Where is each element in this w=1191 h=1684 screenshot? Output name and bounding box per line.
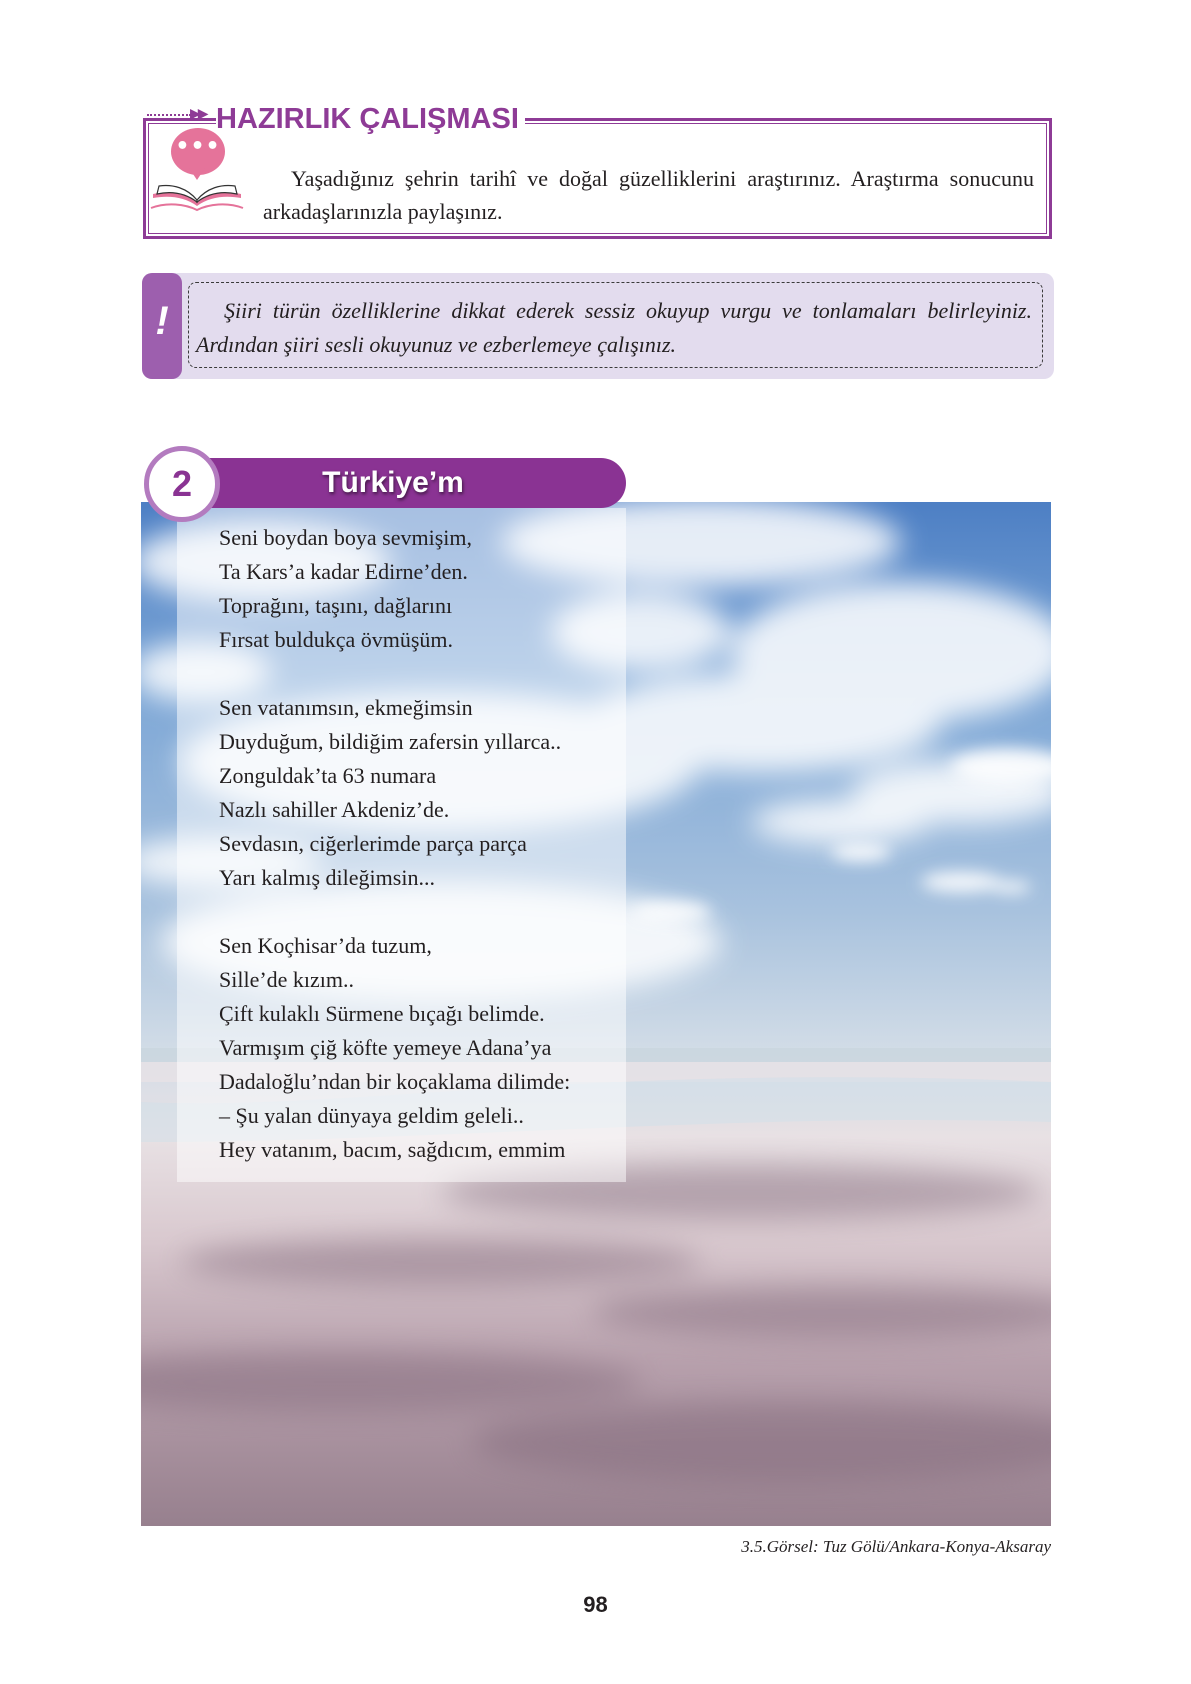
stanza xyxy=(219,521,619,657)
speech-bubble-icon: ••• xyxy=(171,128,225,175)
poem-body xyxy=(219,521,619,1201)
open-book-icon xyxy=(147,172,247,212)
poem-line: Dadaloğlu’ndan bir koçaklama dilimde: xyxy=(219,1069,571,1094)
exclamation-icon: ! xyxy=(155,299,169,343)
stanza xyxy=(219,691,619,895)
double-arrow-icon: ▶▶ xyxy=(190,106,206,122)
poem-line: Toprağını, taşını, dağlarını xyxy=(219,593,453,618)
poem-line: Nazlı sahiller Akdeniz’de. xyxy=(219,797,450,822)
stanza xyxy=(219,929,619,1167)
preparation-title: HAZIRLIK ÇALIŞMASI xyxy=(216,101,525,137)
poem-line: Sen Koçhisar’da tuzum, xyxy=(219,933,432,958)
poem-line: Varmışım çiğ köfte yemeye Adana’ya xyxy=(219,1035,552,1060)
note-text: Şiiri türün özelliklerine dikkat ederek sessiz okuyup vurgu ve tonlamaları belirleyiniz. Ardından şiiri sesli okuyunuz ve ezberlemeye çalışınız. xyxy=(196,298,1032,357)
poem-line: Duyduğum, bildiğim zafersin yıllarca.. xyxy=(219,729,562,754)
poem-line: Sen vatanımsın, ekmeğimsin xyxy=(219,695,473,720)
poem-number-badge xyxy=(144,446,220,522)
poem-line: Sille’de kızım.. xyxy=(219,967,355,992)
poem-line: Fırsat buldukça övmüşüm. xyxy=(219,627,454,652)
poem-line: Çift kulaklı Sürmene bıçağı belimde. xyxy=(219,1001,545,1026)
poem-number: 2 xyxy=(171,463,193,504)
poem-line: Zonguldak’ta 63 numara xyxy=(219,763,437,788)
poem-line: Hey vatanım, bacım, sağdıcım, emmim xyxy=(219,1137,566,1162)
poem-line: Yarı kalmış dileğimsin... xyxy=(219,865,435,890)
poem-title: Türkiye’m xyxy=(322,466,464,499)
poem-line: – Şu yalan dünyaya geldim geleli.. xyxy=(219,1103,524,1128)
poem-line: Seni boydan boya sevmişim, xyxy=(219,525,472,550)
dotted-leader xyxy=(147,114,191,116)
poem-line: Ta Kars’a kadar Edirne’den. xyxy=(219,559,468,584)
poem-line: Sevdasın, ciğerlerimde parça parça xyxy=(219,831,527,856)
preparation-text: Yaşadığınız şehrin tarihî ve doğal güzelliklerini araştırınız. Araştırma sonucunu arkadaşlarınızla paylaşınız. xyxy=(263,166,1034,224)
page-number: 98 xyxy=(583,1592,608,1617)
figure-caption: 3.5.Görsel: Tuz Gölü/Ankara-Konya-Aksaray xyxy=(741,1537,1051,1556)
